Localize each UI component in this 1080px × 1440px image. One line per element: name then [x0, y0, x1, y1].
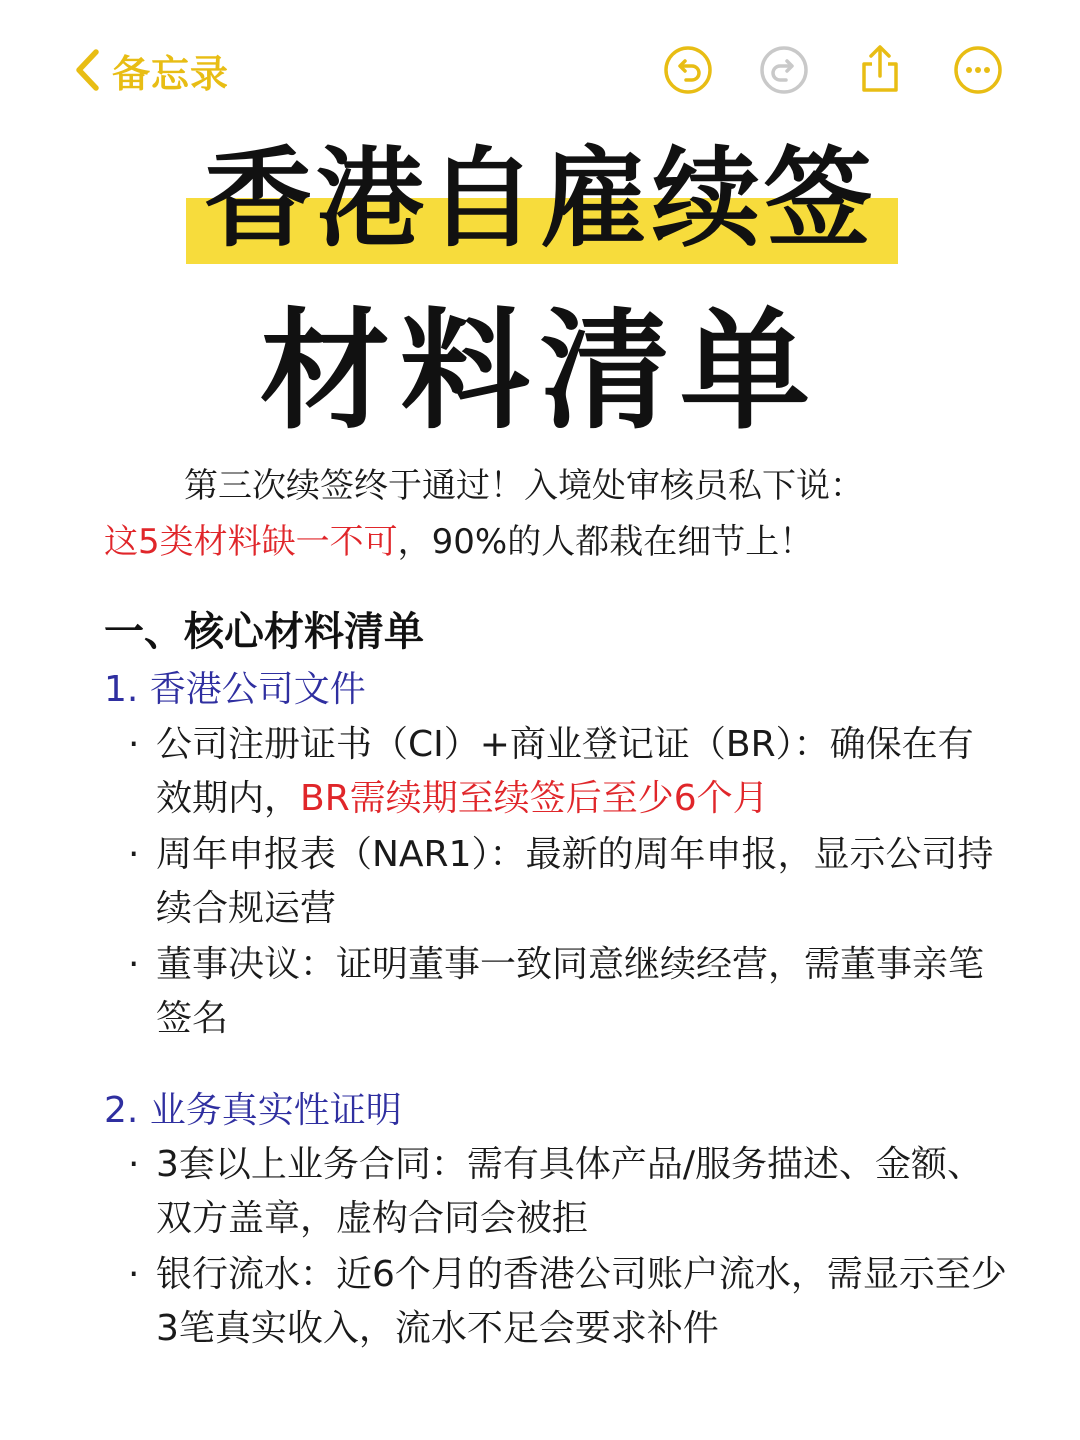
bullet-icon: · [128, 834, 140, 875]
list-item-text: 3套以上业务合同：需有具体产品/服务描述、金额、双方盖章，虚构合同会被拒 [156, 1144, 984, 1239]
intro-paragraph [104, 458, 1004, 570]
redo-icon [758, 44, 810, 96]
list-item [128, 1138, 1008, 1246]
list-item-text: 董事决议：证明董事一致同意继续经营，需董事亲笔签名 [156, 944, 985, 1039]
bullet-icon: · [128, 724, 140, 765]
list-item-text: 银行流水：近6个月的香港公司账户流水，需显示至少3笔真实收入，流水不足会要求补件 [156, 1254, 1007, 1349]
list-item-text: 公司注册证书（CI）+商业登记证（BR）：确保在有效期内， [156, 724, 974, 819]
redo-button[interactable] [758, 44, 810, 96]
subsection-heading-business-proof: 2. 业务真实性证明 [104, 1090, 402, 1131]
undo-icon [662, 44, 714, 96]
chevron-left-icon [74, 48, 100, 92]
undo-button[interactable] [662, 44, 714, 96]
intro-line-1: 第三次续签终于通过！入境处审核员私下说： [184, 466, 864, 506]
list-item-text: 周年申报表（NAR1）：最新的周年申报，显示公司持续合规运营 [156, 834, 994, 929]
bullet-icon: · [128, 944, 140, 985]
page-title: 香港自雇续签 [203, 137, 876, 262]
bullet-icon: · [128, 1254, 140, 1295]
list-item [128, 828, 1008, 936]
back-button[interactable] [74, 42, 229, 98]
page-subtitle: 材料清单 [259, 295, 820, 447]
business-proof-list [128, 1138, 1008, 1356]
list-item [128, 1248, 1008, 1356]
section-heading: 一、核心材料清单 [104, 609, 424, 655]
intro-line-2 [104, 514, 1004, 570]
bullet-icon: · [128, 1144, 140, 1185]
back-label: 备忘录 [112, 51, 230, 96]
company-docs-list [128, 718, 1008, 1046]
list-item [128, 718, 1008, 826]
top-navigation-bar [0, 0, 1080, 140]
list-item-highlight: BR需续期至续签后至少6个月 [300, 778, 769, 819]
more-icon [952, 44, 1004, 96]
title-block [0, 134, 1080, 447]
more-button[interactable] [952, 44, 1004, 96]
subsection-heading-company-docs: 1. 香港公司文件 [104, 669, 366, 710]
share-button[interactable] [854, 44, 906, 96]
list-item [128, 938, 1008, 1046]
intro-highlight: 这5类材料缺一不可 [104, 522, 398, 562]
share-icon [854, 44, 906, 96]
intro-line-2-rest: ，90%的人都栽在细节上！ [397, 522, 814, 562]
